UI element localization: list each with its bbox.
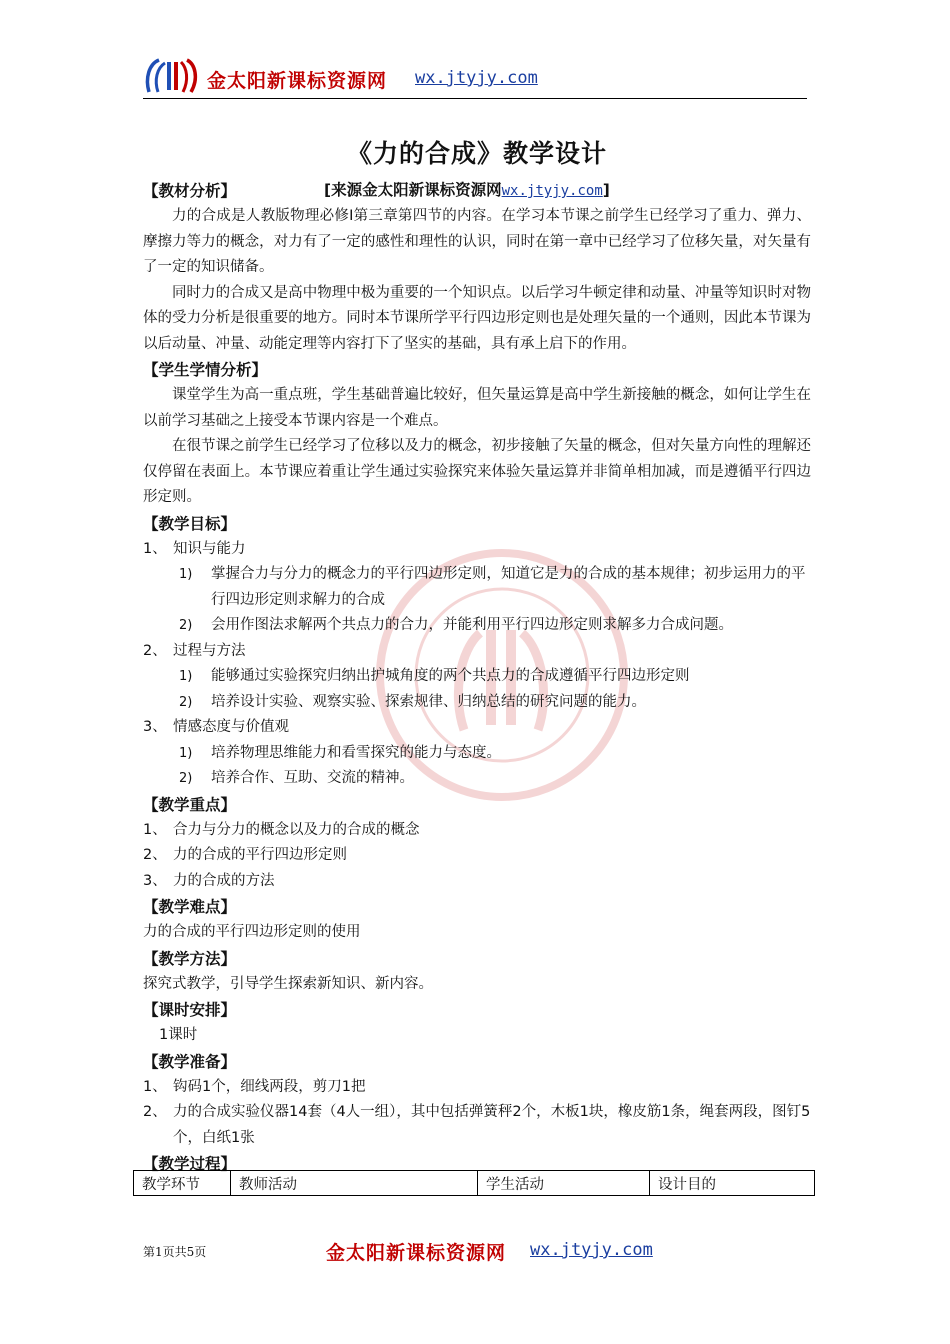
goal-item [143,639,811,665]
goal-text: 过程与方法 [173,642,246,659]
table-header-cell: 教学环节 [134,1171,231,1196]
goal-subitem-number: 2) [179,694,193,710]
preparation-number: 1、 [143,1078,167,1095]
goal-number: 1、 [143,540,167,557]
goal-subitem [143,562,811,613]
goal-subitem-text: 掌握合力与分力的概念力的平行四边形定则，知道它是力的合成的基本规律；初步运用力的平行四边形定则求解力的合成 [211,566,806,608]
material-paragraph-1: 力的合成是人教版物理必修Ⅰ第三章第四节的内容。在学习本节课之前学生已经学习了重力、弹力、摩擦力等力的概念，对力有了一定的感性和理性的认识，同时在第一章中已经学习了位移矢量，对矢量有了一定的知识储备。 [143,208,811,275]
footer-brand-link[interactable]: wx.jtyjy.com [530,1240,653,1260]
goal-number: 3、 [143,719,167,735]
brand-logo-icon [143,58,203,94]
section-heading-schedule: 【课时安排】 [143,1001,237,1019]
goal-subitem [143,741,811,767]
goal-subitem-number: 2) [179,618,193,633]
table-header-cell: 设计目的 [650,1171,815,1196]
goal-number: 2、 [143,642,167,659]
goal-subitem-number: 1) [179,745,193,761]
source-prefix: [来源金太阳新课标资源网 [324,181,502,199]
goal-subitem-text: 培养合作、互助、交流的精神。 [211,770,414,786]
page-number: 第1页共5页 [143,1245,207,1259]
document-title: 《力的合成》教学设计 [346,139,607,168]
key-point-item [143,818,811,844]
goal-subitem [143,690,811,716]
table-header-cell: 教师活动 [231,1171,478,1196]
key-point-text: 力的合成的平行四边形定则 [173,847,347,863]
footer-brand-name: 金太阳新课标资源网 [326,1242,507,1264]
goal-item [143,715,811,741]
section-heading-material: 【教材分析】 [143,182,237,200]
goal-subitem-text: 培养设计实验、观察实验、探索规律、归纳总结的研究问题的能力。 [211,693,646,710]
source-note [324,178,610,204]
key-point-text: 合力与分力的概念以及力的合成的概念 [173,821,420,838]
section-heading-goals: 【教学目标】 [143,514,237,533]
goal-subitem [143,664,811,690]
section-heading-preparation: 【教学准备】 [143,1052,237,1071]
goal-text: 知识与能力 [173,540,246,557]
page-header [143,58,807,99]
header-brand-name: 金太阳新课标资源网 [207,70,388,92]
table-header-cell: 学生活动 [478,1171,650,1196]
difficulty-text: 力的合成的平行四边形定则的使用 [143,924,361,940]
goal-item [143,537,811,563]
goal-subitem-text: 会用作图法求解两个共点力的合力，并能利用平行四边形定则求解多力合成问题。 [211,617,733,633]
key-point-item [143,843,811,869]
goal-subitem-number: 1) [179,567,193,582]
key-point-item [143,869,811,895]
method-text: 探究式教学，引导学生探索新知识、新内容。 [143,975,433,992]
header-brand-link[interactable]: wx.jtyjy.com [415,68,538,88]
preparation-text: 力的合成实验仪器14套（4人一组），其中包括弹簧秤2个，木板1块，橡皮筋1条，绳套两段，图钉5个，白纸1张 [173,1104,811,1146]
section-heading-process: 【教学过程】 [143,1155,237,1173]
preparation-item [143,1100,811,1151]
key-point-text: 力的合成的方法 [173,872,275,889]
goal-subitem-number: 1) [179,669,193,684]
process-table [133,1170,815,1196]
schedule-text: 1课时 [159,1027,198,1043]
goal-subitem-number: 2) [179,771,193,786]
goal-subitem-text: 能够通过实验探究归纳出护城角度的两个共点力的合成遵循平行四边形定则 [211,668,690,684]
preparation-item [143,1075,811,1101]
goal-subitem [143,613,811,639]
students-paragraph-1: 课堂学生为高一重点班，学生基础普遍比较好，但矢量运算是高中学生新接触的概念，如何让学生在以前学习基础之上接受本节课内容是一个难点。 [143,387,811,429]
material-heading-row [143,178,811,204]
goal-subitem-text: 培养物理思维能力和看雪探究的能力与态度。 [211,744,501,761]
section-heading-students: 【学生学情分析】 [143,361,268,379]
section-heading-method: 【教学方法】 [143,949,237,968]
source-link[interactable]: wx.jtyjy.com [501,183,603,199]
key-point-number: 1、 [143,821,167,838]
section-heading-key-points: 【教学重点】 [143,795,237,814]
section-heading-difficulty: 【教学难点】 [143,898,237,916]
goal-text: 情感态度与价值观 [173,719,289,735]
students-paragraph-2: 在很节课之前学生已经学习了位移以及力的概念，初步接触了矢量的概念，但对矢量方向性的理解还仅停留在表面上。本节课应着重让学生通过实验探究来体验矢量运算并非简单相加减，而是遵循平行四边形定则。 [143,438,811,505]
document-body [143,134,811,1177]
table-header-row [134,1171,815,1196]
preparation-number: 2、 [143,1104,167,1120]
key-point-number: 3、 [143,872,167,889]
goal-subitem [143,766,811,792]
source-suffix: ] [602,181,610,199]
material-paragraph-2: 同时力的合成又是高中物理中极为重要的一个知识点。以后学习牛顿定律和动量、冲量等知识时对物体的受力分析是很重要的地方。同时本节课所学平行四边形定则也是处理矢量的一个通则，因此本节课为以后动量、冲量、动能定理等内容打下了坚实的基础，具有承上启下的作用。 [143,284,811,352]
key-point-number: 2、 [143,847,167,863]
preparation-text: 钩码1个，细线两段，剪刀1把 [173,1078,366,1095]
